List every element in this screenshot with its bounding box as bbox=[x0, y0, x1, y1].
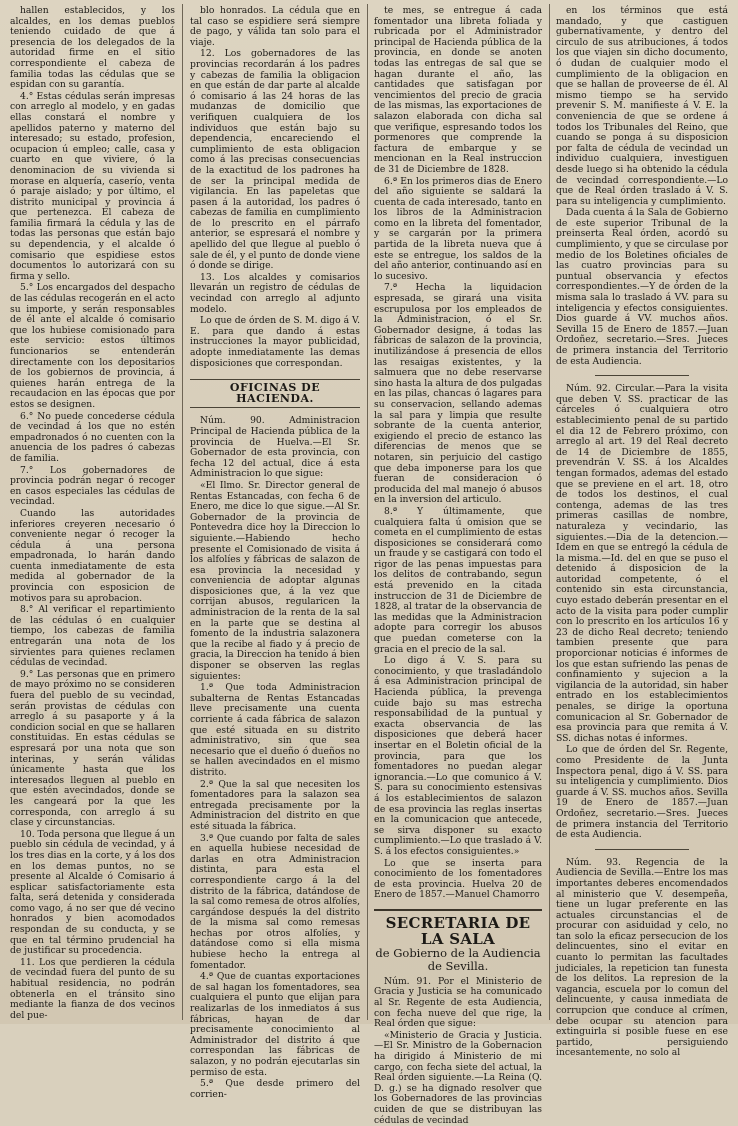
paragraph: 3.ª Que cuando por falta de sales en aquella hubiese necesidad de darlas en otra Administracion distinta, para esta el correspondiente cargo á la del distrito de la fábrica, datándose de la sal como remesa de otros alfolíes, cargándose después la del distrito de la misma sal como remesas hechas por otros alfolíes, y datándose como si ella misma hubiese hecho la entrega al fomentador. bbox=[190, 832, 360, 971]
paragraph: 5.ª Que desde primero del corrien- bbox=[190, 1078, 360, 1100]
section-heading-secretaria bbox=[374, 909, 542, 973]
paragraph: 4.° Estas cédulas serán impresas con arreglo al modelo, y en gadas ellas constará el nombre y apellidos paterno y materno del interesado; su estado, profesion, ocupacion ú empleo; calle, casa y cuarto en que viviere, ó la denominacion de su vivienda si morase en alquería, caserío, venta ó paraje aislado; y por último, el distrito municipal y provincia á que pertenezca. El cabeza de familia firmará la cédula y las de todas las personas que están bajo su dependencia, y el alcalde ó comisario que espidiese estos documentos lo autorizará con su firma y sello. bbox=[10, 90, 175, 282]
paragraph: Lo que se inserta para conocimiento de los fomentadores de esta provincia. Huelva 20 de Enero de 1857.—Manuel Chamorro bbox=[374, 857, 542, 901]
paragraph: Dada cuenta á la Sala de Gobierno de este superior Tribunal de la preinserta Real órden, acordó su cumplimiento, y que se circulase por medio de los Boletines oficiales de las cuatro provincias para su puntual observancia y efectos correspondientes.—Y de órden de la misma sala lo traslado á VV. para su inteligencia y efectos consiguientes. Dios guarde á VV. muchos años. Sevilla 15 de Enero de 1857.—Juan Ordoñez, secretario.—Sres. Jueces de primera instancia del Territorio de esta Audiencia. bbox=[556, 207, 728, 367]
column-1 bbox=[10, 6, 175, 1020]
paragraph: 4.ª Que de cuantas exportaciones de sal hagan los fomentadores, sea cualquiera el punto que elijan para realizarlas de los inmediatos á sus fábricas, hayan de dar precisamente conocimiento al Administrador del distrito á que correspondan las fábricas de salazon, y no podrán ejecutarlas sin permiso de esta. bbox=[190, 971, 360, 1078]
paragraph: 13. Los alcaldes y comisarios llevarán un registro de cédulas de vecindad con arreglo al adjunto modelo. bbox=[190, 271, 360, 315]
paragraph: 6.ª En los primeros dias de Enero del año siguiente se saldará la cuenta de cada interesado, tanto en los libros de la Administracion como en la libreta del fomentador, y se cargarán por la primera partida de la libreta nueva que á este se entregue, los saldos de la del año anterior, continuando así en lo sucesivo. bbox=[374, 175, 542, 282]
paragraph: hallen establecidos, y los alcaldes, en los demas pueblos teniendo cuidado de que á presencia de los delegados de la autoridad firme en el sitio correspondiente el cabeza de familia todas las cédulas que se espidan con su garantía. bbox=[10, 5, 175, 91]
paragraph: «Ministerio de Gracia y Justicia.—El Sr. Ministro de la Gobernacion ha dirigido á Ministerio de mi cargo, con fecha siete del actual, la Real órden siguiente.—La Reina (Q. D. g.) se ha dignado resolver que los Gobernadores de las provincias cuiden de que se distribuyan las cédulas de vecindad bbox=[374, 1029, 542, 1126]
section-heading-hacienda: OFICINAS DE HACIENDA. bbox=[190, 379, 360, 408]
paragraph: 6.° No puede concederse cédula de vecindad á los que no estén empadronados ó no cuenten con la anuencia de los padres ó cabezas de familia. bbox=[10, 410, 175, 464]
paragraph: 1.ª Que toda Administracion subalterna de Rentas Estancadas lleve precisamente una cuenta corriente á cada fábrica de salazon que esté situada en su distrito administrativo, sin que sea necesario que el dueño ó dueños no se hallen avecindados en el mismo distrito. bbox=[190, 682, 360, 778]
paragraph: Núm. 92. Circular.—Para la visita que deben V. SS. practicar de las cárceles ó cualquiera otro establecimiento penal de su partido el dia 12 de Febrero próximo, con arreglo al art. 19 del Real decreto de 14 de Diciembre de 1855, prevendrán V. SS. á los Alcaldes tengan formados, ademas del estado que se previene en el art. 18, otro de todos los destinos, el cual contenga, ademas de las tres primeras casillas de nombre, naturaleza y vecindario, las siguientes.—Dia de la detencion.—Idem en que se entregó la cédula de la misma.—Id. del en que se puso el detenido á disposicion de la autoridad competente, ó el contenido sin esta circunstancia, cuyo estado deberán presentar en el acto de la visita para poder cumplir con lo prescrito en los artículos 16 y 23 de dicho Real decreto; teniendo tambien presente que para proporcionar noticias é informes de los que estan sufriendo las penas de confinamiento y sujecion a la vigilancia de la autoridad, sin haber entrado en los establecimientos penales, se dirige la oportuna comunicacion al Sr. Gobernador de esa provincia para que remita á V. SS. dichas notas é informes. bbox=[556, 383, 728, 744]
section-subtitle: de Gobierno de la Audiencia de Sevilla. bbox=[375, 945, 541, 973]
paragraph: Núm. 90. Administracion Principal de Hacienda pública de la provincia de Huelva.—El Sr. Gobernador de esta provincia, con fecha 12 del actual, dice á esta Administracion lo que sigue: bbox=[190, 415, 360, 480]
column-rule bbox=[549, 4, 550, 1020]
paragraph: 7.° Los gobernadores de provincia podrán negar ó recoger en casos especiales las cédulas de vecindad. bbox=[10, 464, 175, 508]
column-4 bbox=[556, 5, 728, 1059]
paragraph: 9.° Las personas que en primero de mayo próximo no se consideren fuera del pueblo de su vecindad, serán provistas de cédulas con arreglo á su pasaporte y á la condicion social en que se hallaren constituidas. En estas cédulas se espresará por una nota que son interinas, y serán válidas únicamente hasta que los interesados lleguen al pueblo en que estén avecindados, donde se les cangeará por la que les corresponda, con arreglo á su clase y circunstancias. bbox=[10, 668, 175, 829]
paragraph: te mes, se entregue á cada fomentador una libreta foliada y rubricada por el Administrador principal de Hacienda pública de la provincia, en donde se anoten todas las entregas de sal que se hagan durante el año, las cantidades que satisfagan por vencimientos del precio de gracia de las mismas, las exportaciones de salazon elaborada con dicha sal que verifique, espresando todos los pormenores que comprende la factura de embarque y se mencionan en la Real instruccion de 31 de Diciembre de 1828. bbox=[374, 5, 542, 175]
separator bbox=[595, 849, 690, 850]
paragraph: 7.ª Hecha la liquidacion espresada, se girará una visita escrupulosa por los empleados de la Administracion, ó el Sr. Gobernador designe, á todas las fábricas de salazon de la provincia, inutilizándose á presencia de ellos las resaigas existentes, y la salmuera que no debe reservarse sino hasta la altura de dos pulgadas en las pilas, chancas ó lagares para su conservacion, sellando ademas la sal para y limpia que resulte sobrante de la cuenta anterior, exigiendo el precio de estanco las diferencias de menos que se notaren, sin perjuicio del castigo que deba imponerse para los que fueran de consideracion ó producida del mal manejo ó abusos en la inversion del articulo. bbox=[374, 282, 542, 506]
paragraph: 8.° Al verificar el repartimiento de las cédulas ó en cualquier tiempo, los cabezas de familia entregarán una nota de los sirvientes para quienes reclamen cédulas de vecindad. bbox=[10, 604, 175, 669]
separator bbox=[595, 375, 690, 376]
paragraph: 2.ª Que la sal que necesiten los fomentadores para la salazon sea entregada precisamente por la Administracion del distrito en que esté situada la fábrica. bbox=[190, 778, 360, 832]
paragraph: Núm. 93. Regencia de la Audiencia de Sevilla.—Entre los mas importantes deberes encomendados al ministerio que V. desempeña, tiene un lugar preferente en las actuales circunstancias el de procurar con asiduidad y celo, no tan solo la eficaz persecucion de los delincuentes, sino el evitar en cuanto lo permitan las facultades judiciales, la repeticion tan funesta de los delitos. La represion de la vagancia, escuela por lo comun del delincuente, y causa inmediata de corrupcion que conduce al crímen, debe ocupar su atencion para extinguirla si posible fuese en ese partido, persiguiendo incesantemente, no solo al bbox=[556, 856, 728, 1059]
paragraph: Núm. 91. Por el Ministerio de Gracia y Justicia se ha comunicado al Sr. Regente de esta Audiencia, con fecha nueve del que rige, la Real órden que sigue: bbox=[374, 975, 542, 1030]
paragraph: «El Ilmo. Sr. Director general de Rentas Estancadas, con fecha 6 de Enero, me dice lo que sigue.—Al Sr. Gobernador de la provincia de Pontevedra dice hoy la Direccion lo siguiente.—Habiendo hecho presente el Comisionado de visita á los alfolíes y fábricas de salazon de esa provincia la necesidad y conveniencia de adoptar algunas disposiciones que, á la vez que corrijan abusos, regularicen la administracion de la renta de la sal en la parte que se destina al fomento de la industria salazonera que la recibe al fiado y á precio de gracia, la Direccion ha tenido á bien disponer se observen las reglas siguientes: bbox=[190, 479, 360, 682]
paragraph: Lo que de órden de S. M. digo á V. E. para que dando á estas instrucciones la mayor publicidad, adopte inmediatamente las demas disposiciones que correspondan. bbox=[190, 315, 360, 369]
paragraph: 11. Los que perdieren la cédula de vecindad fuera del punto de su habitual residencia, no podrán obtenerla en el tránsito sino mediante la fianza de dos vecinos del pue- bbox=[10, 956, 175, 1021]
paragraph: 12. Los gobernadores de las provincias recordarán á los padres y cabezas de familia la obligacion en que están de dar parte al alcalde ó comisario á las 24 horas de las mudanzas de domicilio que verifiquen cualquiera de los individuos que están bajo su dependencia, encareciendo el cumplimiento de esta obligacion como á las precisas consecuencias de la exactitud de los padrones ha de ser la principal medida de vigilancia. En las papeletas que pasen á la autoridad, los padres ó cabezas de familia en cumplimiento de lo prescrito en el párrafo anterior, se espresará el nombre y apellido del que llegue al pueblo ó sale de él, y el punto de donde viene ó donde se dirige. bbox=[190, 48, 360, 272]
paragraph: Lo digo á V. S. para su conocimiento, y que trasladándolo á esa Administracion principal de Hacienda pública, la prevenga cuide bajo su mas estrecha responsabilidad de la puntual y exacta observancia de las disposiciones que deberá hacer insertar en el Boletin oficial de la provincia, para que los fomentadores no puedan alegar ignorancia.—Lo que comunico á V. S. para su conocimiento estensivas á los establecimientos de salazon de esa provincia las reglas insertas en la comunicacion que antecede, se sirva disponer su exacto cumplimiento.—Lo que traslado á V. S. á los efectos consiguientes.» bbox=[374, 655, 542, 857]
column-rule bbox=[367, 4, 368, 1020]
paragraph: Cuando las autoridades inferiores creyeren necesario ó conveniente negar ó recoger la cédula á una persona empadronada, lo harán dando cuenta inmediatamente de esta medida al gobernador de la provincia con esposicion de motivos para su aprobacion. bbox=[10, 507, 175, 604]
paragraph: 5.° Los encargados del despacho de las cédulas recogerán en el acto su importe, y serán responsables de él ante el alcalde ó comisario que los hubiese comisionado para este servicio: estos últimos funcionarios se entenderán directamente con los depositarios de los gobiernos de provincia, á quienes harán entrega de la recaudacion en las épocas que por estos se designen. bbox=[10, 282, 175, 410]
paragraph: en los términos que está mandado, y que castiguen gubernativamente, y dentro del circulo de sus atribuciones, á todos los que viajen sin dicho documento, ó dudan de cualquier modo el cumplimiento de la obligacion en que se hallan de proveerse de él. Al mismo tiempo se ha servido prevenir S. M. manifieste á V. E. la conveniencia de que se ordene á todos los Tribunales del Reino, que cuando se ponga á su disposicion por falta de cédula de vecindad un individuo cualquiera, investiguen desde luego si ha obtenido la cédula de vecindad correspondiente.—Lo que de Real órden traslado á V. S. para su inteligencia y cumplimiento. bbox=[556, 5, 728, 207]
column-3 bbox=[374, 5, 542, 1126]
section-title: SECRETARIA DE LA SALA bbox=[385, 913, 531, 948]
paragraph: Lo que de órden del Sr. Regente, como Presidente de la Junta Inspectora penal, digo á V. SS. para su inteligencia y cumplimiento. Dios guarde á V. SS. muchos años. Sevilla 19 de Enero de 1857.—Juan Ordoñez, secretario.—Sres. Jueces de primera instancia del Territorio de esta Audiencia. bbox=[556, 744, 728, 841]
paragraph: blo honrados. La cédula que en tal caso se espidiere será siempre de pago, y válida tan solo para el viaje. bbox=[190, 5, 360, 48]
column-2 bbox=[190, 5, 360, 1100]
paragraph: 8.ª Y últimamente, que cualquiera falta ú omision que se cometa en el cumplimiento de estas disposiciones se considerará como un fraude y se castigará con todo el rigor de las penas impuestas para los delitos de contrabando, segun está prevenido en la citada instruccion de 31 de Diciembre de 1828, al tratar de la observancia de las medidas que la Administracion adopte para corregir los abusos que puedan cometerse con la gracia en el precio de la sal. bbox=[374, 505, 542, 655]
column-rule bbox=[182, 4, 183, 1020]
paragraph: 10. Toda persona que llegue á un pueblo sin cédula de vecindad, y á los tres dias en la corte, y á los dos en los demas puntos, no se presente al Alcalde ó Comisario á esplicar satisfactoriamente esta falta, será detenida y considerada como vago, á no ser que dé vecino honrados y bien acomodados respondan de su conducta, y se que en tal término prudencial ha de justificar su procedencia. bbox=[10, 828, 175, 957]
